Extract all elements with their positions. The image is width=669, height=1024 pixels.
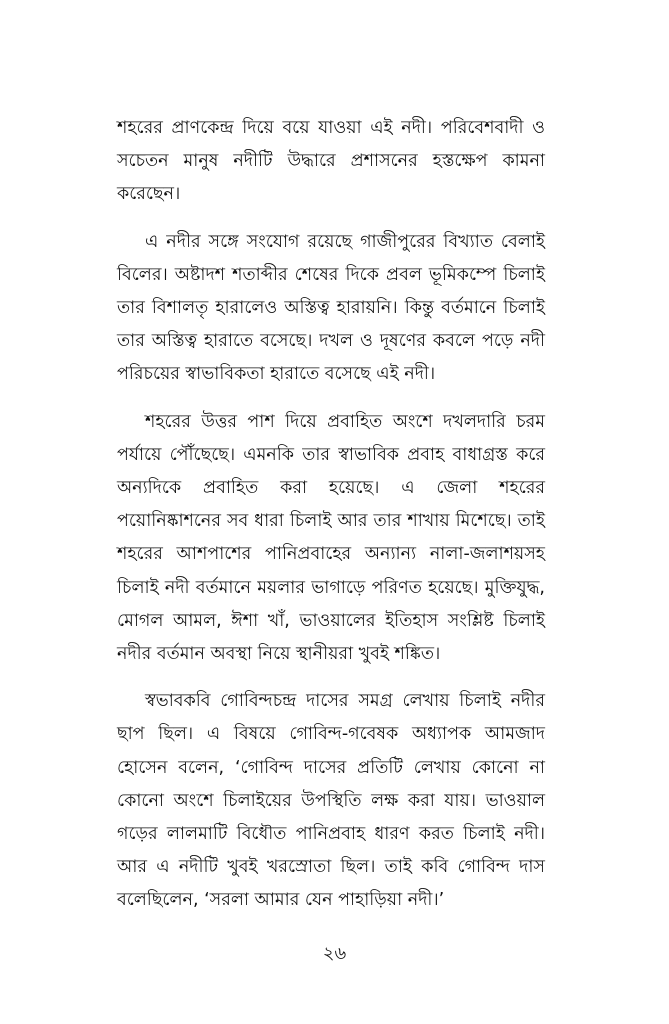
paragraph: এ নদীর সঙ্গে সংযোগ রয়েছে গাজীপুরের বিখ্যাত বেলাই বিলের। অষ্টাদশ শতাব্দীর শেষের দিকে প্রবল ভূমিকম্পে চিলাই তার বিশালতৃ হারালেও অস্তিত্ব হারায়নি। কিন্তু বর্তমানে চিলাই তার অস্তিত্ব হারাতে বসেছে। দখল ও দূষণের কবলে পড়ে নদী পরিচয়ের স্বাভাবিকতা হারাতে বসেছে এই নদী। [117, 231, 545, 385]
paragraph: শহরের উত্তর পাশ দিয়ে প্রবাহিত অংশে দখলদারি চরম পর্যায়ে পৌঁছেছে। এমনকি তার স্বাভাবিক প্রবাহ বাধাগ্রস্ত করে অন্যদিকে প্রবাহিত করা হয়েছে। এ জেলা শহরের পয়োনিষ্কাশনের সব ধারা চিলাই আর তার শাখায় মিশেছে। তাই শহরের আশপাশের পানিপ্রবাহের অন্যান্য নালা-জলাশয়সহ চিলাই নদী বর্তমানে ময়লার ভাগাড়ে পরিণত হয়েছে। মুক্তিযুদ্ধ, মোগল আমল, ঈশা খাঁ, ভাওয়ালের ইতিহাস সংশ্লিষ্ট চিলাই নদীর বর্তমান অবস্থা নিয়ে স্থানীয়রা খুবই শঙ্কিত। [117, 411, 545, 665]
page-number: ২৬ [322, 943, 347, 964]
body-text [117, 112, 545, 932]
paragraph: শহরের প্রাণকেন্দ্র দিয়ে বয়ে যাওয়া এই নদী। পরিবেশবাদী ও সচেতন মানুষ নদীটি উদ্ধারে প্রশাসনের হস্তক্ষেপ কামনা করেছেন। [117, 118, 545, 205]
paragraph: স্বভাবকবি গোবিন্দচন্দ্র দাসের সমগ্র লেখায় চিলাই নদীর ছাপ ছিল। এ বিষয়ে গোবিন্দ-গবেষক অধ্যাপক আমজাদ হোসেন বলেন, ‘গোবিন্দ দাসের প্রতিটি লেখায় কোনো না কোনো অংশে চিলাইয়ের উপস্থিতি লক্ষ করা যায়। ভাওয়াল গড়ের লালমাটি বিধৌত পানিপ্রবাহ ধারণ করত চিলাই নদী। আর এ নদীটি খুবই খরস্রোতা ছিল। তাই কবি গোবিন্দ দাস বলেছিলেন, ‘সরলা আমার যেন পাহাড়িয়া নদী।’ [117, 691, 545, 911]
